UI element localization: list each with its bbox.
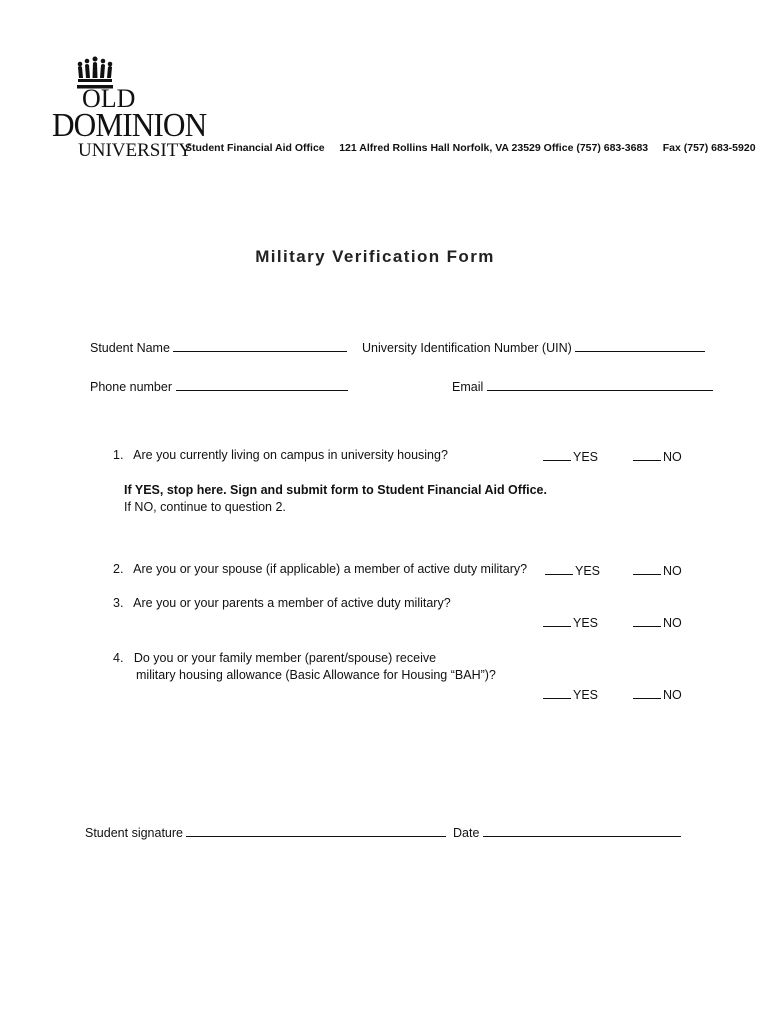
if-yes-instruction: If YES, stop here. Sign and submit form to Student Financial Aid Office. bbox=[124, 483, 547, 497]
student-name-field[interactable] bbox=[90, 339, 347, 355]
question-text: Are you or your parents a member of active duty military? bbox=[133, 596, 451, 610]
question-number: 2. bbox=[113, 562, 124, 576]
question-4 bbox=[113, 651, 436, 665]
no-label: NO bbox=[663, 688, 682, 702]
q4-yes-blank[interactable] bbox=[543, 686, 571, 699]
q2-yes-option[interactable] bbox=[545, 562, 600, 578]
email-blank[interactable] bbox=[487, 378, 713, 391]
office-address: 121 Alfred Rollins Hall Norfolk, VA 23529 Office (757) 683-3683 bbox=[339, 142, 649, 154]
q1-yes-option[interactable] bbox=[543, 448, 598, 464]
date-label: Date bbox=[453, 826, 480, 840]
logo-dominion-text: DOMINION bbox=[52, 107, 207, 144]
no-label: NO bbox=[663, 450, 682, 464]
date-field[interactable] bbox=[453, 824, 681, 840]
q2-yes-blank[interactable] bbox=[545, 562, 573, 575]
q4-yes-option[interactable] bbox=[543, 686, 598, 702]
q1-yes-blank[interactable] bbox=[543, 448, 571, 461]
yes-label: YES bbox=[573, 450, 599, 464]
if-no-instruction: If NO, continue to question 2. bbox=[124, 500, 286, 514]
question-text: Are you or your spouse (if applicable) a member of active duty military? bbox=[133, 562, 528, 576]
signature-field[interactable] bbox=[85, 824, 446, 840]
date-blank[interactable] bbox=[483, 824, 681, 837]
student-name-blank[interactable] bbox=[173, 339, 347, 352]
q2-no-blank[interactable] bbox=[633, 562, 661, 575]
question-number: 1. bbox=[113, 448, 124, 462]
office-name: Student Financial Aid Office bbox=[185, 142, 325, 154]
question-2 bbox=[113, 562, 527, 576]
signature-label: Student signature bbox=[85, 826, 183, 840]
page-title: Military Verification Form bbox=[255, 247, 495, 266]
email-field[interactable] bbox=[452, 378, 713, 394]
logo-old-text: OLD bbox=[82, 84, 136, 113]
q1-no-blank[interactable] bbox=[633, 448, 661, 461]
email-label: Email bbox=[452, 380, 484, 394]
q1-no-option[interactable] bbox=[633, 448, 682, 464]
q3-yes-blank[interactable] bbox=[543, 614, 571, 627]
question-text: Are you currently living on campus in university housing? bbox=[133, 448, 448, 462]
no-label: NO bbox=[663, 616, 682, 630]
yes-label: YES bbox=[575, 564, 601, 578]
uin-label: University Identification Number (UIN) bbox=[362, 341, 572, 355]
q3-yes-option[interactable] bbox=[543, 614, 598, 630]
phone-label: Phone number bbox=[90, 380, 173, 394]
phone-field[interactable] bbox=[90, 378, 348, 394]
yes-label: YES bbox=[573, 688, 599, 702]
question-4-continued: military housing allowance (Basic Allowance for Housing “BAH”)? bbox=[136, 668, 496, 682]
student-name-label: Student Name bbox=[90, 341, 170, 355]
q3-no-blank[interactable] bbox=[633, 614, 661, 627]
q3-no-option[interactable] bbox=[633, 614, 682, 630]
question-1 bbox=[113, 448, 448, 462]
uin-field[interactable] bbox=[362, 339, 705, 355]
uin-blank[interactable] bbox=[575, 339, 705, 352]
logo-university-text: UNIVERSITY bbox=[78, 140, 192, 161]
question-text: Do you or your family member (parent/spouse) receive bbox=[133, 651, 437, 665]
office-header bbox=[185, 142, 756, 154]
no-label: NO bbox=[663, 564, 682, 578]
q4-no-blank[interactable] bbox=[633, 686, 661, 699]
signature-blank[interactable] bbox=[186, 824, 446, 837]
phone-blank[interactable] bbox=[176, 378, 348, 391]
yes-label: YES bbox=[573, 616, 599, 630]
question-number: 4. bbox=[113, 651, 124, 665]
question-number: 3. bbox=[113, 596, 124, 610]
question-3 bbox=[113, 596, 451, 610]
office-fax: Fax (757) 683-5920 bbox=[662, 142, 756, 154]
q2-no-option[interactable] bbox=[633, 562, 682, 578]
q4-no-option[interactable] bbox=[633, 686, 682, 702]
